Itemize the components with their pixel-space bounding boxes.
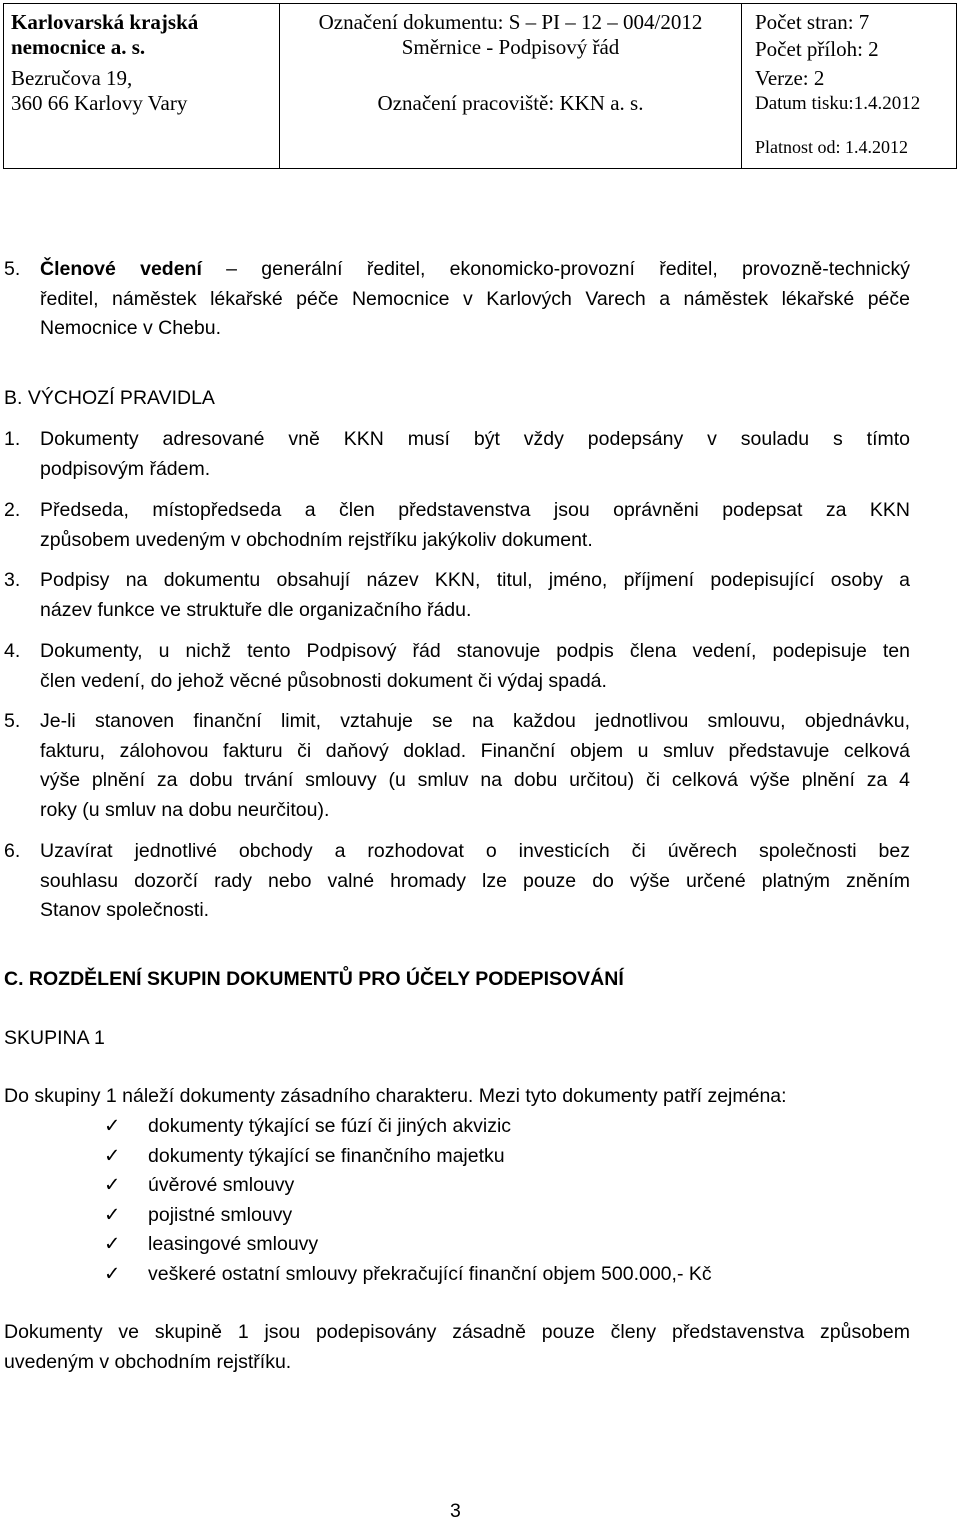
item-number: 5. <box>4 258 21 280</box>
item-number: 5. <box>4 710 21 732</box>
print-date: Datum tisku:1.4.2012 <box>755 93 921 114</box>
text-line: Členové vedení – generální ředitel, ekonomicko-provozní ředitel, provozně-technický <box>40 258 910 280</box>
text-line: Je-li stanoven finanční limit, vztahuje se na každou jednotlivou smlouvu, objednávku, <box>40 710 910 732</box>
text-line: člen vedení, do jehož věcné působnosti dokument či výdaj spadá. <box>40 669 607 692</box>
attachment-count: Počet příloh: 2 <box>755 37 879 61</box>
workplace-designation: Označení pracoviště: KKN a. s. <box>377 91 644 115</box>
item-number: 3. <box>4 569 21 591</box>
section-c-heading: C. ROZDĚLENÍ SKUPIN DOKUMENTŮ PRO ÚČELY PODEPISOVÁNÍ <box>4 968 624 990</box>
text-line: roky (u smluv na dobu neurčitou). <box>40 798 330 821</box>
text-line: název funkce ve struktuře dle organizačního řádu. <box>40 598 472 621</box>
text-line: Stanov společnosti. <box>40 899 210 921</box>
text-line: výše plnění za dobu trvání smlouvy (u smluv na dobu určitou) či celková výše plnění za 4 <box>40 769 910 791</box>
text-line: fakturu, zálohovou fakturu či daňový doklad. Finanční objem u smluv představuje celková <box>40 739 910 762</box>
top-item-text <box>40 255 910 344</box>
text-line: Uzavírat jednotlivé obchody a rozhodovat o investicích či úvěrech společnosti bez <box>40 840 910 862</box>
list-item: ✓ úvěrové smlouvy <box>104 1171 294 1201</box>
item-number: 1. <box>4 428 21 450</box>
page-number: 3 <box>450 1500 461 1522</box>
rule-item-6 <box>40 837 910 926</box>
org-address-city: 360 66 Karlovy Vary <box>11 91 188 115</box>
document-header <box>3 3 957 169</box>
group-title: SKUPINA 1 <box>4 1027 105 1049</box>
text-line: ředitel, náměstek lékařské péče Nemocnice v Karlových Varech a náměstek lékařské péče <box>40 287 910 310</box>
checkmark-icon: ✓ <box>104 1174 121 1196</box>
org-name-line1: Karlovarská krajská <box>11 10 199 34</box>
list-item: ✓ pojistné smlouvy <box>104 1201 292 1231</box>
version: Verze: 2 <box>755 66 825 90</box>
checkmark-icon: ✓ <box>104 1233 121 1255</box>
text-line: souhlasu dozorčí rady nebo valné hromady lze pouze do výše určené platným zněním <box>40 869 910 892</box>
text-line: Nemocnice v Chebu. <box>40 317 222 339</box>
list-item: ✓ leasingové smlouvy <box>104 1230 318 1260</box>
rule-item-5 <box>40 707 910 825</box>
checkmark-icon: ✓ <box>104 1115 121 1137</box>
text-line: způsobem uvedeným v obchodním rejstříku jakýkoliv dokument. <box>40 528 593 551</box>
rule-item-2 <box>40 496 910 555</box>
closing-paragraph <box>4 1318 910 1377</box>
org-address-street: Bezručova 19, <box>11 66 133 90</box>
item-number: 2. <box>4 499 21 521</box>
section-b-heading: B. VÝCHOZÍ PRAVIDLA <box>4 387 215 409</box>
item-number: 4. <box>4 640 21 662</box>
rule-item-1 <box>40 425 910 484</box>
text-line: uvedeným v obchodním rejstříku. <box>4 1350 292 1373</box>
checkmark-icon: ✓ <box>104 1204 121 1226</box>
header-document-info <box>280 4 742 168</box>
document-title: Směrnice - Podpisový řád <box>401 35 620 59</box>
list-item: ✓ veškeré ostatní smlouvy překračující finanční objem 500.000,- Kč <box>104 1260 712 1290</box>
header-meta <box>742 4 956 168</box>
checkmark-icon: ✓ <box>104 1145 121 1167</box>
text-line: Dokumenty, u nichž tento Podpisový řád stanovuje podpis člena vedení, podepisuje ten <box>40 640 910 662</box>
valid-from: Platnost od: 1.4.2012 <box>755 137 909 157</box>
list-item: ✓ dokumenty týkající se finančního majetku <box>104 1142 505 1172</box>
text-line: Dokumenty ve skupině 1 jsou podepisovány zásadně pouze členy představenstva způsobem <box>4 1321 910 1343</box>
text-line: podpisovým řádem. <box>40 457 211 480</box>
list-item: ✓ dokumenty týkající se fúzí či jiných akvizic <box>104 1112 511 1142</box>
page-count: Počet stran: 7 <box>755 10 870 34</box>
group-intro: Do skupiny 1 náleží dokumenty zásadního charakteru. Mezi tyto dokumenty patří zejména: <box>4 1085 787 1107</box>
document-designation: Označení dokumentu: S – PI – 12 – 004/2012 <box>318 10 703 34</box>
text-line: Dokumenty adresované vně KKN musí být vždy podepsány v souladu s tímto <box>40 428 910 450</box>
org-name-line2: nemocnice a. s. <box>11 35 146 59</box>
bold-term: Členové vedení <box>40 258 202 280</box>
rule-item-3 <box>40 566 910 625</box>
checkmark-icon: ✓ <box>104 1263 121 1285</box>
text-line: Podpisy na dokumentu obsahují název KKN, titul, jméno, příjmení podepisující osoby a <box>40 569 910 591</box>
item-number: 6. <box>4 840 21 862</box>
rule-item-4 <box>40 637 910 696</box>
header-organization <box>4 4 280 168</box>
text-line: Předseda, místopředseda a člen představenstva jsou oprávněni podepsat za KKN <box>40 499 910 521</box>
